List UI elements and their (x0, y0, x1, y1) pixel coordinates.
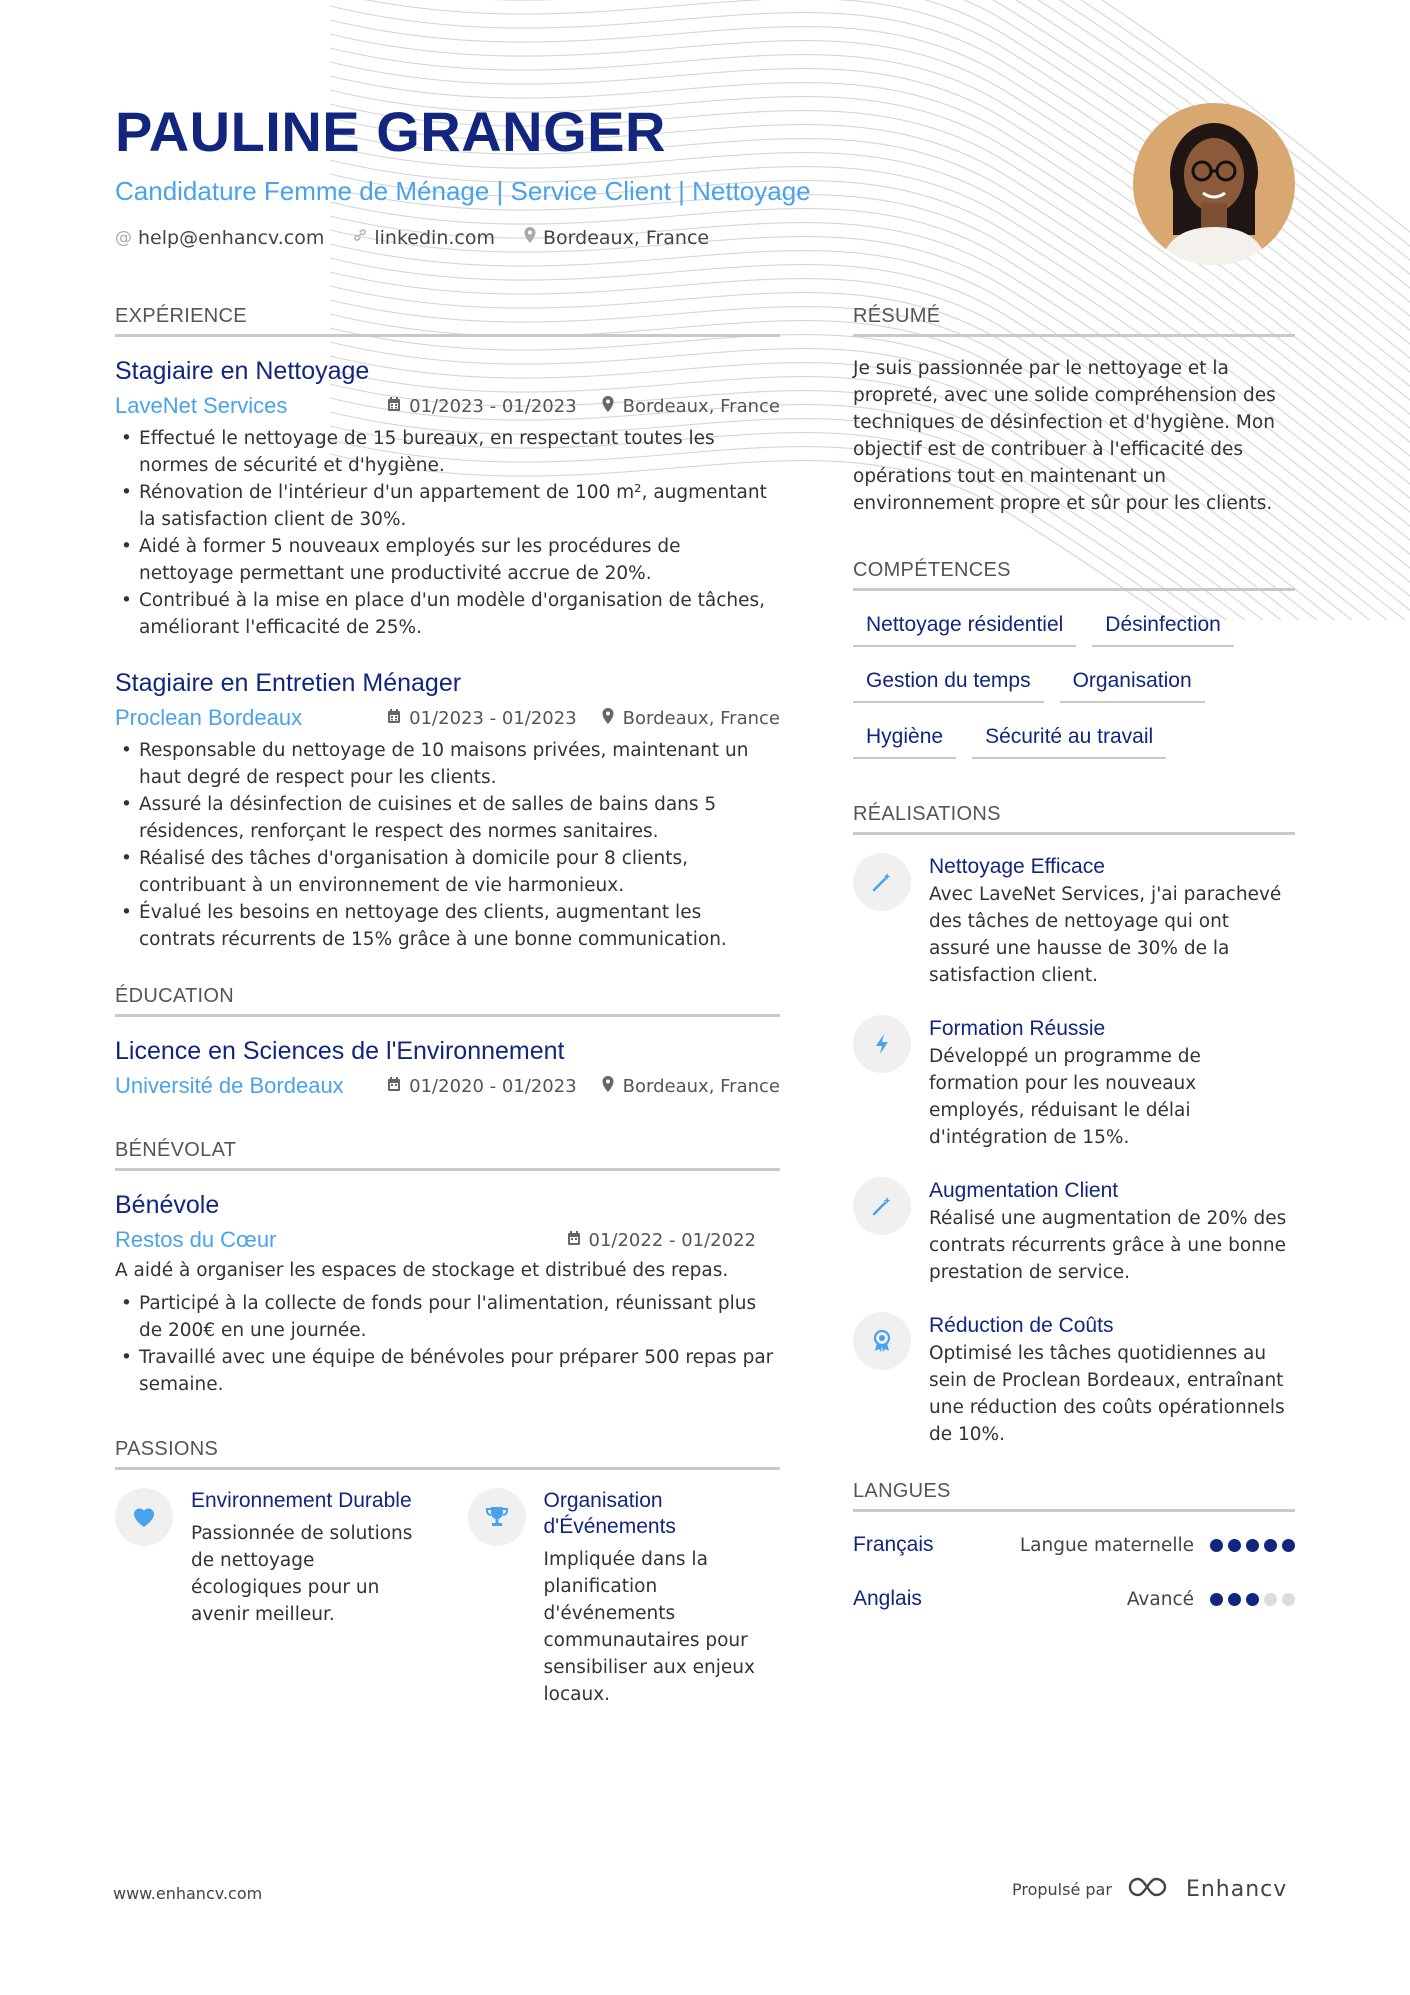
volunteer-bullets (115, 1290, 780, 1398)
rating-dot (1210, 1539, 1223, 1552)
volunteer-role: Bénévole (115, 1191, 220, 1219)
passion-desc: Impliquée dans la planification d'événements communautaires pour sensibiliser aux enjeux locaux. (543, 1549, 755, 1705)
section-title: LANGUES (853, 1480, 1295, 1512)
job-bullets (115, 737, 780, 953)
job-location: Bordeaux, France (622, 395, 780, 417)
achievement-item (853, 1312, 1295, 1448)
summary-text: Je suis passionnée par le nettoyage et la propreté, avec une solide compréhension des techniques de désinfection et d'hygiène. Mon objectif est de contribuer à l'efficacité des opérations tout en maintenant un environnement propre et sûr pour les clients. (853, 358, 1276, 514)
calendar-icon (387, 1076, 401, 1097)
passion-item (115, 1488, 428, 1708)
lightning-icon (853, 1015, 911, 1073)
passion-item (468, 1488, 781, 1708)
skill-tag: Sécurité au travail (972, 721, 1166, 759)
language-level: Langue maternelle (1019, 1534, 1194, 1556)
rating-dot (1210, 1593, 1223, 1606)
achievement-title: Formation Réussie (929, 1017, 1106, 1040)
right-column (853, 305, 1295, 1626)
section-title: PASSIONS (115, 1438, 780, 1470)
list-item: • Participé à la collecte de fonds pour l'alimentation, réunissant plus de 200€ en une journée. (115, 1290, 780, 1344)
contact-location: Bordeaux, France (523, 226, 709, 249)
achievement-desc: Avec LaveNet Services, j'ai parachevé des tâches de nettoyage qui ont assuré une hausse de 30% de la satisfaction client. (929, 884, 1282, 986)
job-dates: 01/2023 - 01/2023 (409, 395, 577, 417)
passion-desc: Passionnée de solutions de nettoyage écologiques pour un avenir meilleur. (191, 1523, 413, 1625)
candidate-name: PAULINE GRANGER (115, 100, 666, 163)
rating-dot (1228, 1593, 1241, 1606)
list-item: • Aidé à former 5 nouveaux employés sur les procédures de nettoyage permettant une productivité accrue de 20%. (115, 533, 780, 587)
rating-dot (1246, 1539, 1259, 1552)
candidate-headline: Candidature Femme de Ménage | Service Client | Nettoyage (115, 176, 811, 206)
list-item: • Responsable du nettoyage de 10 maisons privées, maintenant un haut degré de respect pour les clients. (115, 737, 780, 791)
list-item: • Travaillé avec une équipe de bénévoles pour préparer 500 repas par semaine. (115, 1344, 780, 1398)
language-name: Anglais (853, 1587, 922, 1610)
job-entry (115, 355, 780, 641)
location-pin-icon (523, 226, 537, 249)
achievement-title: Nettoyage Efficace (929, 855, 1105, 878)
award-icon (853, 1312, 911, 1370)
rating-dot (1282, 1593, 1295, 1606)
section-title: EXPÉRIENCE (115, 305, 780, 337)
job-entry (115, 667, 780, 953)
powered-by-label: Propulsé par (1012, 1879, 1112, 1899)
company-name: LaveNet Services (115, 393, 288, 418)
degree-title: Licence en Sciences de l'Environnement (115, 1037, 565, 1065)
left-column (115, 305, 780, 1708)
achievement-title: Réduction de Coûts (929, 1314, 1114, 1337)
location-pin-icon (601, 1075, 615, 1098)
language-level: Avancé (1126, 1588, 1194, 1610)
profile-photo (1133, 103, 1295, 265)
calendar-icon (387, 708, 401, 729)
achievement-title: Augmentation Client (929, 1179, 1119, 1202)
job-dates: 01/2023 - 01/2023 (409, 707, 577, 729)
achievements-section (853, 803, 1295, 1448)
link-icon (352, 227, 368, 248)
language-rating (1210, 1539, 1295, 1552)
calendar-icon (387, 396, 401, 417)
volunteer-dates: 01/2022 - 01/2022 (588, 1229, 756, 1251)
achievement-desc: Développé un programme de formation pour les nouveaux employés, réduisant le délai d'intégration de 15%. (929, 1046, 1201, 1148)
rating-dot (1228, 1539, 1241, 1552)
list-item: • Assuré la désinfection de cuisines et de salles de bains dans 5 résidences, renforçant le respect des normes sanitaires. (115, 791, 780, 845)
skill-tag: Gestion du temps (853, 665, 1044, 703)
footer-website[interactable]: www.enhancv.com (113, 1884, 263, 1903)
education-dates: 01/2020 - 01/2023 (409, 1075, 577, 1097)
skills-list (853, 609, 1295, 759)
education-location: Bordeaux, France (622, 1075, 780, 1097)
volunteer-org: Restos du Cœur (115, 1227, 277, 1252)
rating-dot (1264, 1539, 1277, 1552)
rating-dot (1264, 1593, 1277, 1606)
at-icon: @ (115, 227, 132, 248)
location-pin-icon (601, 707, 615, 730)
magic-wand-icon (853, 853, 911, 911)
trophy-icon (468, 1488, 526, 1546)
section-title: ÉDUCATION (115, 985, 780, 1017)
heart-icon (115, 1488, 173, 1546)
achievement-item (853, 853, 1295, 989)
contact-list (115, 226, 1055, 249)
language-rating (1210, 1593, 1295, 1606)
section-title: COMPÉTENCES (853, 559, 1295, 591)
rating-dot (1246, 1593, 1259, 1606)
list-item: • Évalué les besoins en nettoyage des clients, augmentant les contrats récurrents de 15% grâce à une bonne communication. (115, 899, 780, 953)
section-title: RÉALISATIONS (853, 803, 1295, 835)
skills-section (853, 559, 1295, 759)
footer-branding (1012, 1875, 1287, 1903)
languages-section (853, 1480, 1295, 1626)
magic-wand-icon (853, 1177, 911, 1235)
skill-tag: Désinfection (1092, 609, 1234, 647)
contact-linkedin[interactable]: linkedin.com (352, 226, 495, 249)
skill-tag: Organisation (1060, 665, 1205, 703)
job-title: Stagiaire en Entretien Ménager (115, 669, 462, 697)
resume-header (115, 98, 1055, 249)
volunteer-section (115, 1139, 780, 1398)
skill-tag: Nettoyage résidentiel (853, 609, 1076, 647)
list-item: • Effectué le nettoyage de 15 bureaux, en respectant toutes les normes de sécurité et d'hygiène. (115, 425, 780, 479)
list-item: • Contribué à la mise en place d'un modèle d'organisation de tâches, améliorant l'efficacité de 25%. (115, 587, 780, 641)
company-name: Proclean Bordeaux (115, 705, 303, 730)
location-pin-icon (601, 395, 615, 418)
list-item: • Réalisé des tâches d'organisation à domicile pour 8 clients, contribuant à un environnement de vie harmonieux. (115, 845, 780, 899)
calendar-icon (567, 1230, 581, 1251)
job-title: Stagiaire en Nettoyage (115, 357, 370, 385)
job-location: Bordeaux, France (622, 707, 780, 729)
achievement-item (853, 1015, 1295, 1151)
language-name: Français (853, 1533, 934, 1556)
education-section (115, 985, 780, 1099)
contact-email[interactable]: @ help@enhancv.com (115, 226, 325, 249)
section-title: BÉNÉVOLAT (115, 1139, 780, 1171)
enhancv-logo-icon (1126, 1875, 1172, 1903)
achievement-item (853, 1177, 1295, 1286)
language-item (853, 1518, 1295, 1572)
achievement-desc: Optimisé les tâches quotidiennes au sein de Proclean Bordeaux, entraînant une réduction des coûts opérationnels de 10%. (929, 1343, 1285, 1445)
experience-section (115, 305, 780, 953)
skill-tag: Hygiène (853, 721, 956, 759)
brand-name: Enhancv (1185, 1876, 1288, 1902)
passion-title: Environnement Durable (191, 1489, 412, 1512)
list-item: • Rénovation de l'intérieur d'un appartement de 100 m², augmentant la satisfaction client de 30%. (115, 479, 780, 533)
rating-dot (1282, 1539, 1295, 1552)
volunteer-summary: A aidé à organiser les espaces de stockage et distribué des repas. (115, 1260, 729, 1281)
achievement-desc: Réalisé une augmentation de 20% des contrats récurrents grâce à une bonne prestation de service. (929, 1208, 1287, 1283)
school-name: Université de Bordeaux (115, 1073, 344, 1098)
section-title: RÉSUMÉ (853, 305, 1295, 337)
passion-title: Organisation d'Événements (543, 1489, 676, 1538)
summary-section (853, 305, 1295, 517)
passions-section (115, 1438, 780, 1708)
language-item (853, 1572, 1295, 1626)
job-bullets (115, 425, 780, 641)
